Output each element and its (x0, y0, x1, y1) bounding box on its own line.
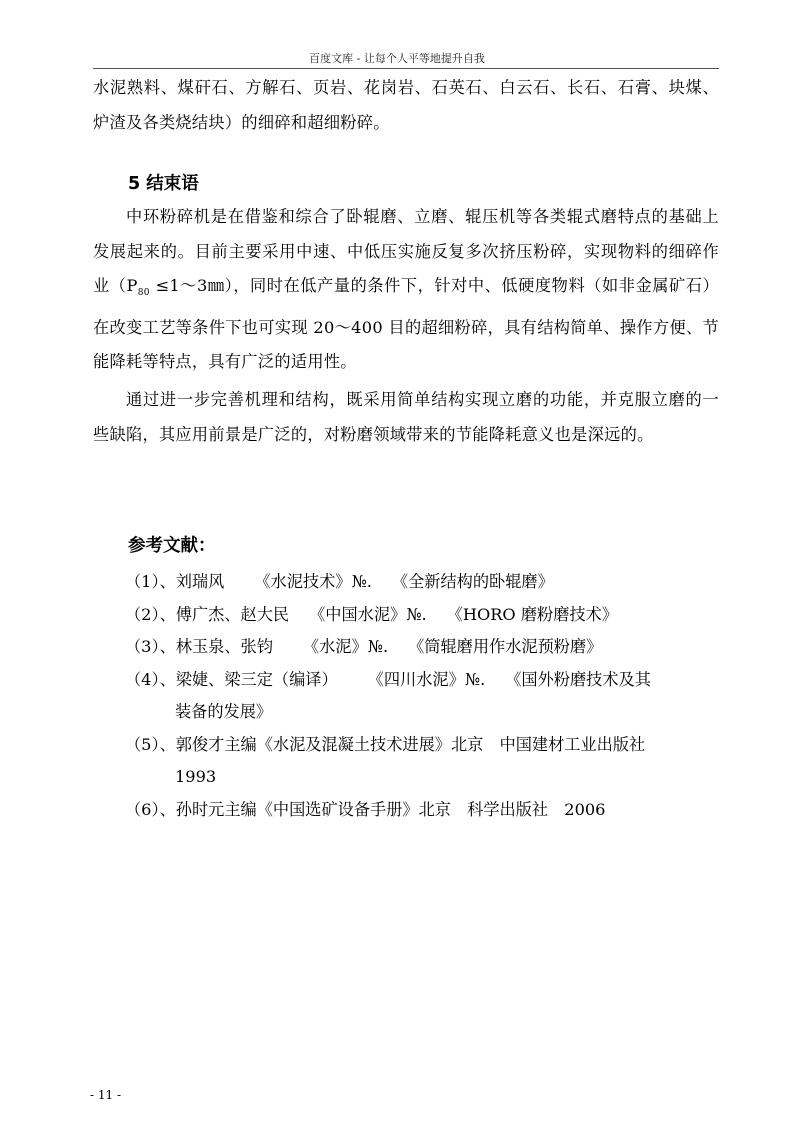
ref-text: 孙时元主编《中国选矿设备手册》北京 科学出版社 2006 (175, 799, 606, 819)
ref-journal: 《水泥》№. (302, 637, 389, 656)
ref-num: （1）、 (125, 572, 176, 591)
ref-authors: 梁婕、梁三定（编译） (175, 669, 338, 689)
ref-num: （2）、 (125, 604, 176, 624)
ref-num: （4）、 (125, 669, 176, 689)
section-heading-conclusion: 5 结束语 (128, 174, 199, 194)
ref-title: 《国外粉磨技术及其 (505, 669, 651, 689)
ref-num: （6）、 (125, 799, 176, 819)
para1-text-b: ≤1～3㎜），同时在低产量的条件下，针对中、低硬度物料（如非金属矿石）在改变工艺等条件下也可实现 20～400 目的超细粉碎，具有结构简单、操作方便、节能降耗等特点，具有广泛的适用性。 (93, 276, 719, 372)
ref-continuation: 装备的发展》 (175, 702, 273, 721)
para1-subscript: 80 (137, 288, 150, 299)
ref-journal: 《水泥技术》№. (254, 572, 372, 591)
ref-authors: 刘瑞风 (175, 572, 225, 591)
conclusion-paragraph-2: 通过进一步完善机理和结构，既采用简单结构实现立磨的功能，并克服立磨的一些缺陷，其应用前景是广泛的，对粉磨领域带来的节能降耗意义也是深远的。 (93, 390, 719, 444)
ref-authors: 傅广杰、赵大民 (175, 604, 290, 624)
conclusion-paragraph-1 (93, 200, 719, 380)
ref-title: 《全新结构的卧辊磨》 (391, 572, 554, 591)
reference-item (125, 631, 725, 664)
page-number: - 11 - (90, 1088, 122, 1102)
section-heading-references: 参考文献： (128, 536, 216, 556)
reference-item (125, 729, 725, 794)
ref-authors: 林玉泉、张钧 (175, 637, 273, 656)
ref-text: 郭俊才主编《水泥及混凝土技术进展》北京 中国建材工业出版社 (175, 734, 646, 754)
reference-item (125, 794, 725, 827)
ref-journal: 《四川水泥》№. (367, 669, 486, 689)
ref-title: 《筒辊磨用作水泥预粉磨》 (408, 637, 603, 656)
ref-journal: 《中国水泥》№. (309, 604, 427, 624)
reference-item (125, 566, 725, 599)
ref-continuation: 1993 (175, 767, 217, 786)
ref-num: （3）、 (125, 637, 176, 656)
para1-text-a: 中环粉碎机是在借鉴和综合了卧辊磨、立磨、辊压机等各类辊式磨特点的基础上发展起来的。目前主要采用中速、中低压实施反复多次挤压粉碎，实现物料的细碎作业（P (93, 207, 719, 295)
reference-list (125, 566, 725, 826)
page-header: 百度文库 - 让每个人平等地提升自我 (309, 52, 485, 65)
header-rule (93, 68, 719, 69)
ref-num: （5）、 (125, 734, 176, 754)
reference-item (125, 664, 725, 729)
ref-title: 《HORO 磨粉磨技术》 (446, 604, 618, 624)
intro-paragraph: 水泥熟料、煤矸石、方解石、页岩、花岗岩、石英石、白云石、长石、石膏、块煤、炉渣及各类烧结块）的细碎和超细粉碎。 (93, 78, 719, 132)
reference-item (125, 599, 725, 632)
